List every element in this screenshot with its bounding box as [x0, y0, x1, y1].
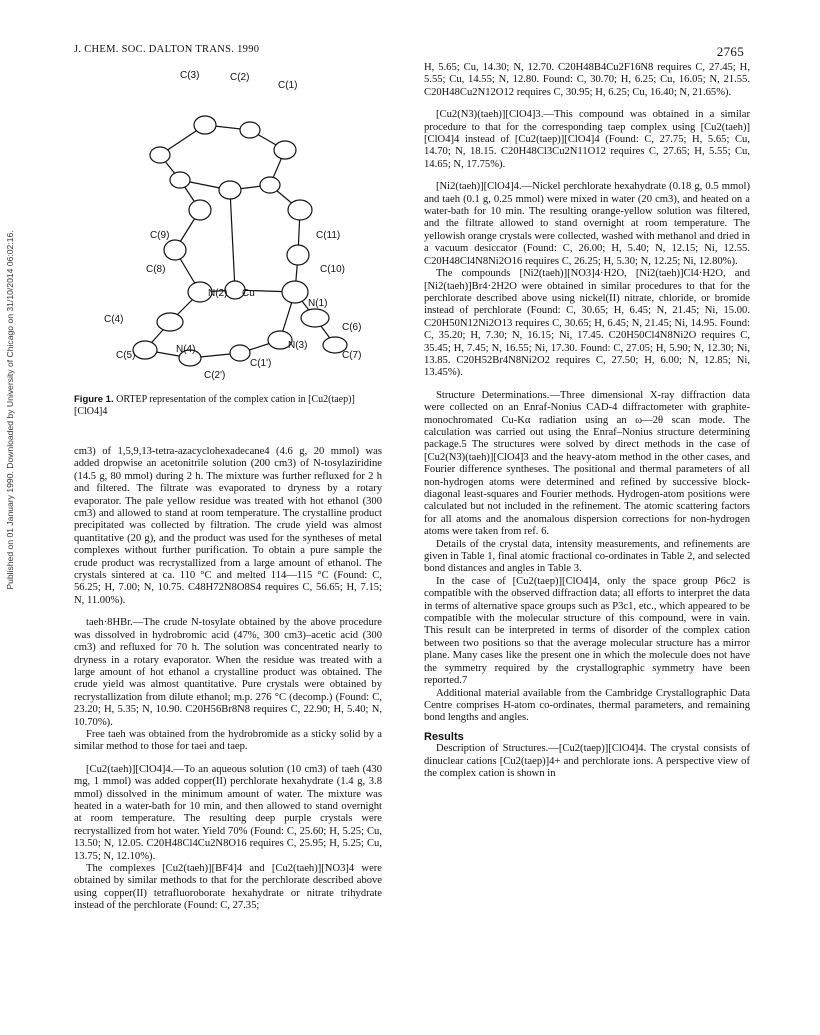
label-c8: C(8)	[146, 264, 166, 275]
label-c1prime: C(1')	[250, 358, 272, 369]
caption-text: ORTEP representation of the complex cation in [Cu2(taep)][ClO4]4	[74, 394, 355, 417]
paragraph: [Cu2(N3)(taeh)][ClO4]3.—This compound was obtained in a similar procedure to that for the corresponding taep complex using [Cu2(taeh)][ClO4]4 instead of [Cu2(taep)][ClO4]4 (Found: C, 27.75; H, 5.65; Cu, 14.70; N, 18.15. C20H48Cl3Cu2N11O12 requires C, 27.65; H, 5.55; Cu, 14.65; N, 17.75%).	[424, 109, 750, 170]
paragraph: Details of the crystal data, intensity measurements, and refinements are given in Table 1, final atomic fractional co-ordinates in Table 2, and selected bond distances and angles in Table 3.	[424, 538, 750, 575]
page-number: 2765	[716, 44, 744, 59]
label-c3: C(3)	[180, 70, 200, 81]
label-n4: N(4)	[176, 344, 196, 355]
paragraph: cm3) of 1,5,9,13-tetra-azacyclohexadecane4 (4.6 g, 20 mmol) was added dropwise an acetonitrile solution (200 cm3) of N-tosylaziridine (14.5 g, 80 mmol) during 2 h. The mixture was further refluxed for 2 h and filtered. The filtrate was evaporated to dryness by a rotary evaporator. The pale yellow residue was treated with hot ethanol (300 cm3) and allowed to stand at room temperature. The crystalline product precipitated was collected by filtration. The crude yield was almost quantitative (20 g), and the product was used for the syntheses of metal complexes without further purification. To obtain a pure sample the crude product was recrystallized from a large amount of ethanol. The crystals sintered at ca. 110 °C and melted 114—115 °C (Found: C, 56.25; H, 7.00; N, 10.75. C48H72N8O8S4 requires C, 56.65; H, 7.15; N, 11.00%).	[74, 446, 382, 606]
paragraph: The complexes [Cu2(taeh)][BF4]4 and [Cu2(taeh)][NO3]4 were obtained by similar methods to that for the perchlorate described above using copper(II) tetrafluoroborate hexahydrate or nitrate trihydrate instead of the perchlorate (Found: C, 27.35;	[74, 863, 382, 912]
paragraph: Additional material available from the Cambridge Crystallographic Data Centre comprises H-atom co-ordinates, thermal parameters, and remaining bond lengths and angles.	[424, 687, 750, 724]
label-c5: C(5)	[116, 350, 136, 361]
label-c10: C(10)	[320, 264, 346, 275]
label-c1: C(1)	[278, 80, 298, 91]
paragraph: Structure Determinations.—Three dimensional X-ray diffraction data were collected on an Enraf-Nonius CAD-4 diffractometer with graphite-monochromated Cu-Kα radiation using an ω—2θ scan mode. The calculation was carried out using the Enraf–Nonius structure determining package.5 The structures were solved by direct methods in the case of [Cu2(N3)(taeh)][ClO4]3 and the heavy-atom method in the other cases, and Fourier difference syntheses. The positional and thermal parameters of all non-hydrogen atoms were determined and refined by successive block-diagonal least-squares and Fourier methods. Hydrogen-atom positions were calculated but not included in the refinement. The atomic scattering factors for all atoms and the anomalous dispersion corrections for non-hydrogen atoms were taken from ref. 6.	[424, 389, 750, 538]
left-column	[74, 446, 382, 913]
paragraph: Description of Structures.—[Cu2(taep)][ClO4]4. The crystal consists of dinuclear cations [Cu2(taep)]4+ and perchlorate ions. A perspective view of the complex cation is shown in	[424, 743, 750, 779]
label-n1: N(1)	[308, 298, 328, 309]
label-n2: N(2)	[208, 288, 228, 299]
label-n3: N(3)	[288, 340, 308, 351]
label-c2: C(2)	[230, 72, 250, 83]
ortep-figure	[80, 60, 380, 395]
label-cu: Cu	[242, 288, 255, 299]
paragraph: The compounds [Ni2(taeh)][NO3]4·H2O, [Ni2(taeh)]Cl4·H2O, and [Ni2(taeh)]Br4·2H2O were obtained in similar procedures to that for the perchlorate described above using nickel(II) nitrate, chloride, or bromide instead of perchlorate (Found: C, 30.65; H, 6.45; N, 21.45; Ni, 15.00. C20H50N12Ni2O13 requires C, 30.65; H, 6.45; N, 21.45; Ni, 14.95. Found: C, 35.20; H, 7.30; N, 16.15; Ni, 17.45. C20H50Cl4N8Ni2O requires C, 35.45; H, 7.45; N, 16.55; Ni, 17.30. Found: C, 27.05; H, 5.90; N, 12.30; Ni, 13.85. C20H52Br4N8Ni2O2 requires C, 27.50; H, 6.00; N, 12.85; Ni, 13.45%).	[424, 268, 750, 379]
right-column	[424, 62, 750, 780]
paragraph: In the case of [Cu2(taep)][ClO4]4, only the space group P6c2 is compatible with the observed diffraction data; all efforts to interpret the data in terms of alternative space groups such as P3c1, etc., which appeared to be compatible with the molecular structure of this compound, were in vain. This result can be interpreted in terms of disorder of the complex cation between two positions so that the average molecular structure has a mirror plane. Many cases like the present one in which the molecule does not have the symmetry required by the crystallographic symmetry have been reported.7	[424, 575, 750, 687]
download-watermark: Published on 01 January 1990. Downloaded by University of Chicago on 31/10/2014 06:02:16.	[5, 230, 15, 590]
paragraph: Free taeh was obtained from the hydrobromide as a sticky solid by a similar method to those for taei and taep.	[74, 728, 382, 753]
label-c11: C(11)	[316, 230, 341, 241]
label-c9: C(9)	[150, 230, 170, 241]
caption-label: Figure 1.	[74, 394, 114, 405]
label-c2prime: C(2')	[204, 370, 226, 381]
figure-caption	[74, 394, 374, 418]
label-c7: C(7)	[342, 350, 362, 361]
journal-header: J. CHEM. SOC. DALTON TRANS. 1990	[74, 44, 260, 55]
paragraph: [Ni2(taeh)][ClO4]4.—Nickel perchlorate hexahydrate (0.18 g, 0.5 mmol) and taeh (0.1 g, 0.25 mmol) were mixed in water (20 cm3), and heated on a water-bath for 10 min. The resulting orange-yellow solution was filtered, and the filtrate allowed to stand overnight at room temperature. The yellowish orange crystals were collected, washed with methanol and dried in a vacuum desiccator (Found: C, 26.00; H, 5.40; N, 12.15; Ni, 12.55. C20H48Cl4N8Ni2O16 requires C, 26.25; H, 5.30; N, 12.25; Ni, 12.80%).	[424, 181, 750, 267]
results-heading: Results	[424, 730, 464, 743]
paragraph: H, 5.65; Cu, 14.30; N, 12.70. C20H48B4Cu2F16N8 requires C, 27.45; H, 5.55; Cu, 14.55; N, 12.80. Found: C, 30.70; H, 6.25; Cu, 16.05; N, 21.55. C20H48Cu2N12O12 requires C, 30.95; H, 6.25; Cu, 16.40; N, 21.65%).	[424, 62, 750, 98]
label-c4: C(4)	[104, 314, 124, 325]
label-c6: C(6)	[342, 322, 362, 333]
paragraph: [Cu2(taeh)][ClO4]4.—To an aqueous solution (10 cm3) of taeh (430 mg, 1 mmol) was added copper(II) perchlorate hexahydrate (1.4 g, 3.8 mmol) dissolved in the minimum amount of water. The mixture was heated in a water-bath for 10 min, and then allowed to stand overnight at room temperature. The resulting deep purple crystals were recrystallized from hot water. Yield 70% (Found: C, 25.60; H, 5.25; Cu, 13.50; N, 12.05. C20H48Cl4Cu2N8O16 requires C, 25.95; H, 5.25; Cu, 13.75; N, 12.10%).	[74, 763, 382, 862]
paragraph: taeh·8HBr.—The crude N-tosylate obtained by the above procedure was dissolved in hydrobromic acid (47%, 300 cm3)–acetic acid (300 cm3) and refluxed for 70 h. The solution was concentrated nearly to dryness in a rotary evaporator. When the residue was treated with a large amount of hot ethanol a crystalline product was obtained. The crude yield was almost quantitative. Pure crystals were obtained by recrystallization from dilute ethanol; m.p. 276 °C (decomp.) (Found: C, 23.20; H, 5.35; N, 10.90. C20H56Br8N8 requires C, 22.90; H, 5.40; N, 10.70%).	[74, 617, 382, 728]
